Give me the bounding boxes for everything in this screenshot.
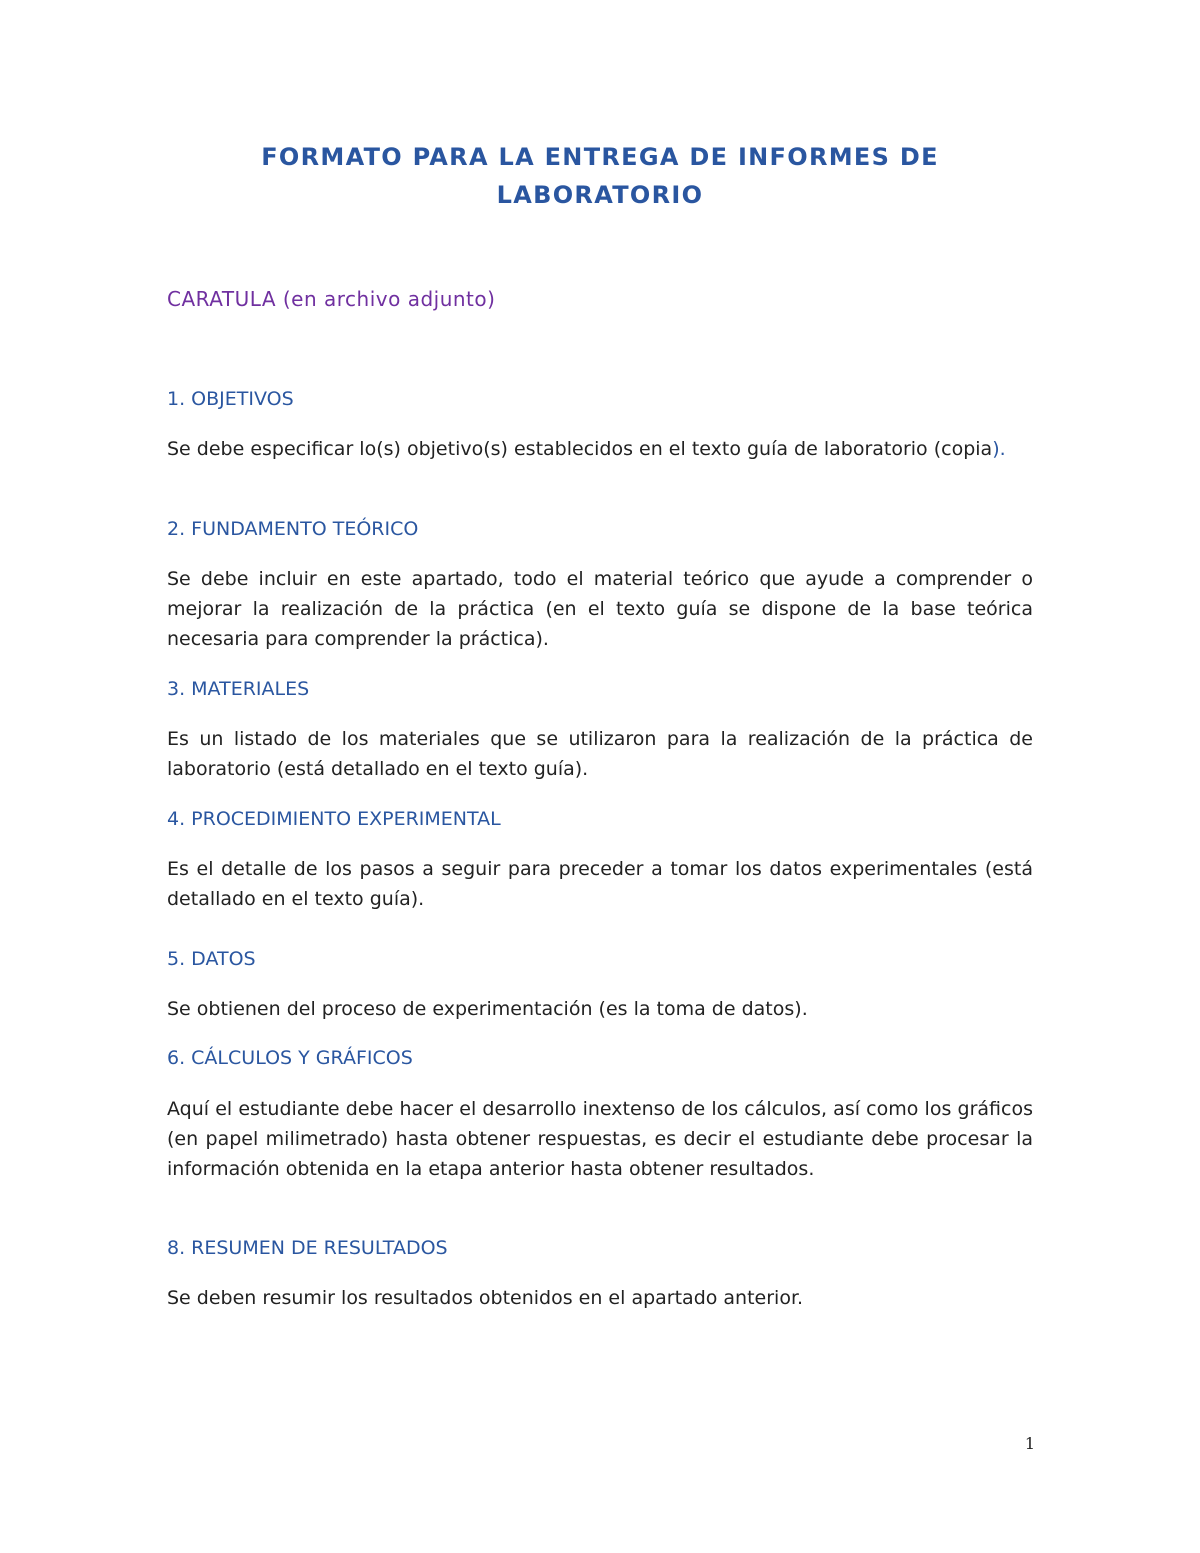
section-heading-calculos-graficos: 6. CÁLCULOS Y GRÁFICOS [167,1047,413,1069]
section-heading-procedimiento: 4. PROCEDIMIENTO EXPERIMENTAL [167,808,501,830]
section-body-materiales: Es un listado de los materiales que se utilizaron para la realización de la práctica de laboratorio (está detallado en el texto guía). [167,728,1033,780]
section-heading-fundamento-teorico: 2. FUNDAMENTO TEÓRICO [167,518,419,540]
section-heading-datos: 5. DATOS [167,948,256,970]
section-body-datos: Se obtienen del proceso de experimentación (es la toma de datos). [167,998,808,1020]
objetivos-text: Se debe especificar lo(s) objetivo(s) establecidos en el texto guía de laboratorio (copia [167,438,993,460]
section-heading-resumen-resultados: 8. RESUMEN DE RESULTADOS [167,1237,448,1259]
section-body-procedimiento: Es el detalle de los pasos a seguir para preceder a tomar los datos experimentales (está detallado en el texto guía). [167,858,1033,910]
objetivos-text-tail: ). [992,438,1006,460]
document-title: FORMATO PARA LA ENTREGA DE INFORMES DE LABORATORIO [261,143,939,209]
section-body-calculos-graficos: Aquí el estudiante debe hacer el desarrollo inextenso de los cálculos, así como los gráficos (en papel milimetrado) hasta obtener respuestas, es decir el estudiante debe procesar la información obtenida en la etapa anterior hasta obtener resultados. [167,1098,1033,1180]
section-body-fundamento-teorico: Se debe incluir en este apartado, todo el material teórico que ayude a comprender o mejorar la realización de la práctica (en el texto guía se dispone de la base teórica necesaria para comprender la práctica). [167,568,1033,650]
section-body-resumen-resultados: Se deben resumir los resultados obtenidos en el apartado anterior. [167,1287,804,1309]
section-heading-objetivos: 1. OBJETIVOS [167,388,294,410]
section-heading-materiales: 3. MATERIALES [167,678,310,700]
caratula-label: CARATULA (en archivo adjunto) [167,287,496,311]
page-number: 1 [1024,1434,1035,1453]
section-body-objetivos [167,434,1033,464]
